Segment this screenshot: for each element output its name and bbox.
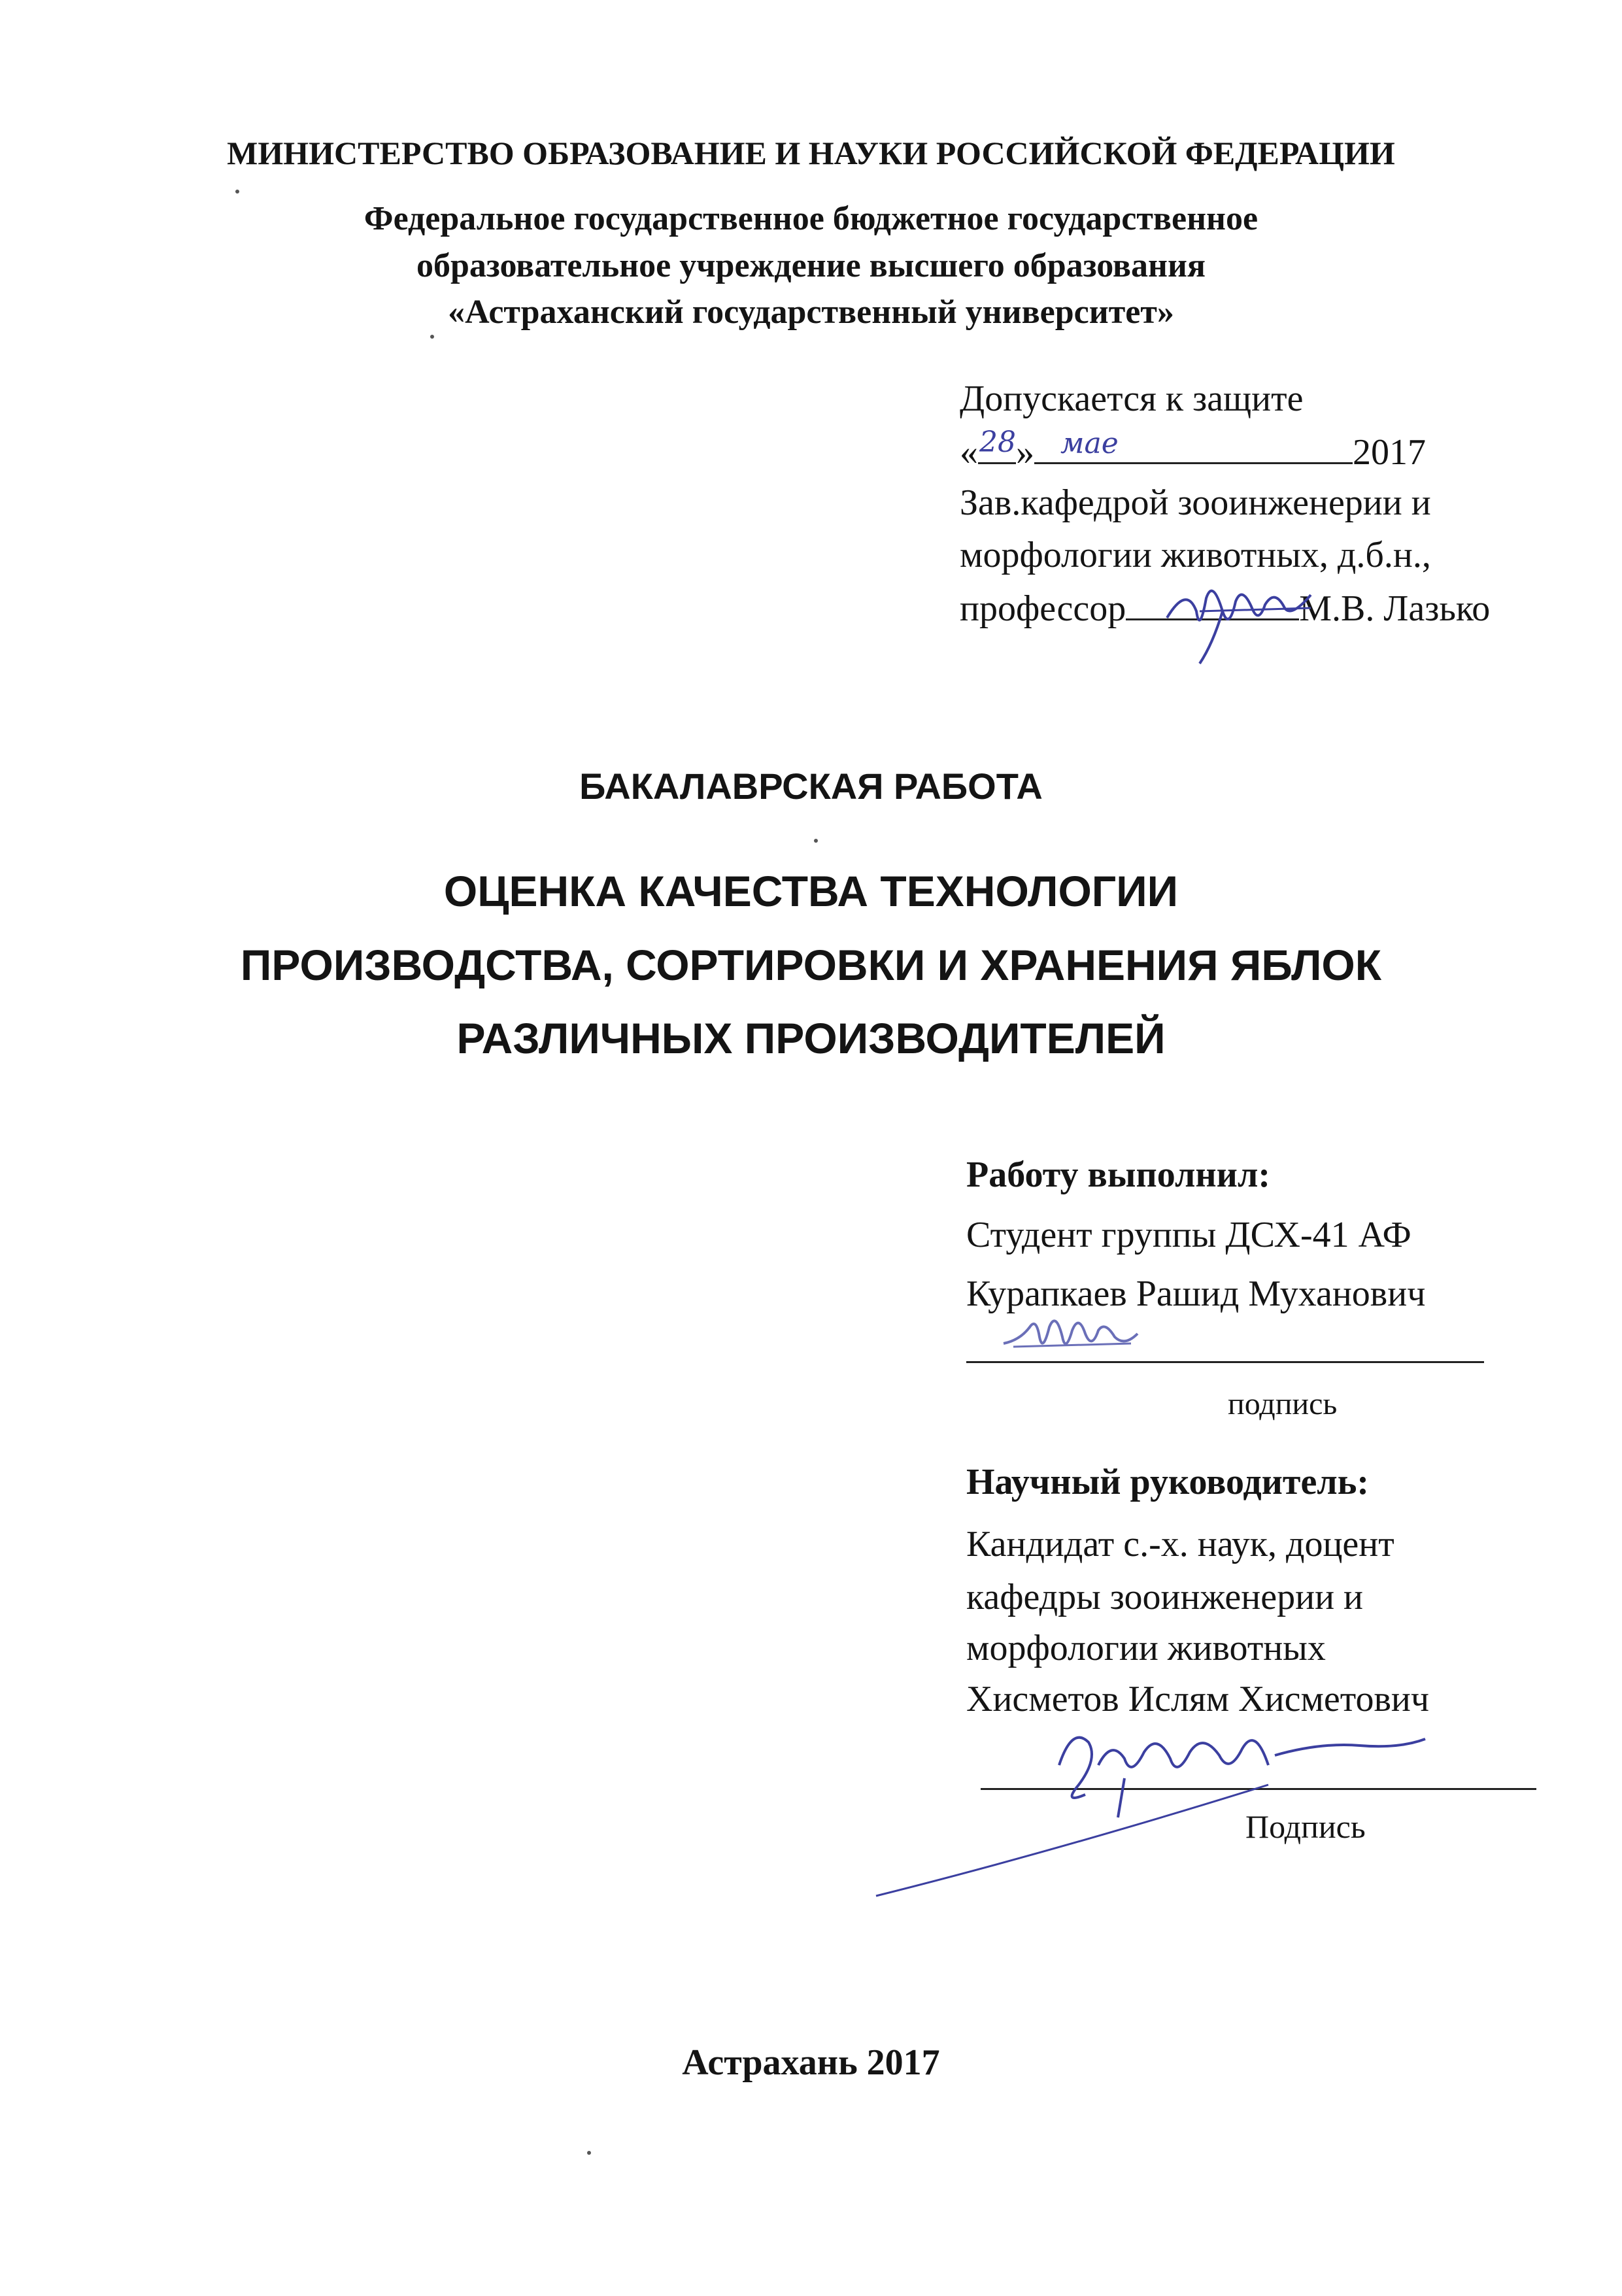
performer-signature-label: подпись [1228,1387,1338,1421]
head-title-line-1: Зав.кафедрой зооинженерии и [960,482,1431,523]
work-title-line-1: ОЦЕНКА КАЧЕСТВА ТЕХНОЛОГИИ [443,867,1179,915]
supervisor-department-1: кафедры зооинженерии и [966,1577,1364,1617]
performer-heading: Работу выполнил: [966,1155,1271,1195]
institution-line-1: Федеральное государственное бюджетное государственное [363,200,1259,237]
scan-speck [814,839,818,843]
supervisor-signature-image [863,1687,1582,1902]
supervisor-degree: Кандидат с.-х. наук, доцент [966,1524,1394,1564]
date-close-quote: » [1016,432,1034,473]
ministry-heading: МИНИСТЕРСТВО ОБРАЗОВАНИЕ И НАУКИ РОССИЙСКОЙ ФЕДЕРАЦИИ [227,135,1395,171]
head-position: профессор [960,588,1126,629]
work-title-line-3: РАЗЛИЧНЫХ ПРОИЗВОДИТЕЛЕЙ [456,1014,1166,1062]
work-title-line-2: ПРОИЗВОДСТВА, СОРТИРОВКИ И ХРАНЕНИЯ ЯБЛОК [240,941,1382,989]
day-handwritten: 28 [979,426,1016,459]
scan-speck [235,190,239,194]
scan-speck [587,2151,591,2155]
date-open-quote: « [960,432,978,473]
work-type: БАКАЛАВРСКАЯ РАБОТА [579,766,1043,807]
city-year: Астрахань 2017 [682,2042,940,2083]
supervisor-department-2: морфологии животных [966,1628,1326,1668]
admission-year: 2017 [1353,432,1426,473]
scan-speck [430,335,434,339]
supervisor-heading: Научный руководитель: [966,1462,1369,1502]
month-blank [1034,427,1353,464]
admission-date-line [960,426,1426,473]
head-name: М.В. Лазько [1299,588,1491,629]
month-handwritten: мае [1060,427,1119,460]
day-blank [978,426,1016,464]
performer-signature-image [1000,1308,1144,1366]
performer-name: Курапкаев Рашид Муханович [966,1274,1426,1314]
head-signature-image [1160,572,1321,670]
head-title-line-2: морфологии животных, д.б.н., [960,535,1431,575]
supervisor-signature-label: Подпись [1245,1808,1366,1845]
performer-group: Студент группы ДСХ-41 АФ [966,1215,1411,1255]
institution-line-3: «Астраханский государственный университет» [448,294,1174,331]
supervisor-name: Хисметов Ислям Хисметович [966,1679,1430,1719]
institution-line-2: образовательное учреждение высшего образования [416,247,1206,284]
admission-title: Допускается к защите [960,379,1304,419]
